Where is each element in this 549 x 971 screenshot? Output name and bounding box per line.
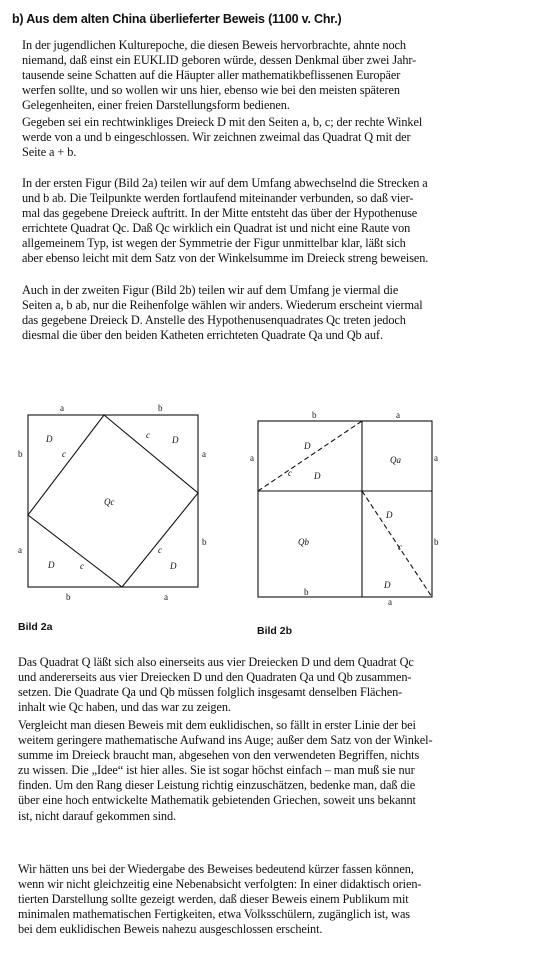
text-line: Gelegenheiten, einer freien Darstellungsform bedienen. <box>22 98 290 113</box>
side-label-a: a <box>250 453 254 463</box>
hypotenuse-label-c: c <box>146 430 150 440</box>
text-line: werfen sollte, und so wollen wir uns hier, ebenso wie bei den meisten späteren <box>22 83 400 98</box>
text-line: diesmal die über den beiden Katheten errichteten Quadrate Qa und Qb auf. <box>22 328 383 343</box>
text-line: setzen. Die Quadrate Qa und Qb müssen folglich insgesamt denselben Flächen- <box>18 685 403 700</box>
paragraph-intro <box>22 38 542 113</box>
side-label-a: a <box>434 453 438 463</box>
outer-square-q <box>258 421 432 597</box>
diagonal-dashed-right <box>362 491 432 597</box>
text-line: aber ebenso leicht mit dem Satz von der Winkelsumme im Dreieck streng beweisen. <box>22 251 429 266</box>
figure-caption-2b: Bild 2b <box>257 625 293 637</box>
hypotenuse-label-c: c <box>80 561 84 571</box>
paragraph-conclusion <box>18 655 542 715</box>
text-line: Wir hätten uns bei der Wiedergabe des Beweises bedeutend kürzer fassen können, <box>18 862 414 876</box>
side-label-b: b <box>158 403 163 413</box>
text-line: das gegebene Dreieck D. Anstelle des Hypothenusenquadrates Qc treten jedoch <box>22 313 406 328</box>
triangle-label-d: D <box>172 435 179 445</box>
hypotenuse-label-c: c <box>158 545 162 555</box>
side-label-a: a <box>388 597 392 607</box>
side-label-b: b <box>312 410 317 420</box>
text-line: summe im Dreieck braucht man, abgesehen von den verwendeten Begriffen, nichts <box>18 748 420 763</box>
text-line: tierten Darstellung sollte gezeigt werden, daß dieser Beweis einem Publikum mit <box>18 892 409 907</box>
text-line: Seite a + b. <box>22 145 77 160</box>
text-line: minimalen mathematischen Fertigkeiten, etwa Volksschülern, zugänglich ist, was <box>18 907 410 922</box>
text-line: finden. Um den Rang dieser Leistung richtig einzuschätzen, bedenke man, daß die <box>18 778 416 793</box>
side-label-a: a <box>164 592 168 602</box>
text-line: In der jugendlichen Kulturepoche, die diesen Beweis hervorbrachte, ahnte noch <box>22 38 406 52</box>
text-line: bei dem euklidischen Beweis nahezu ausgeschlossen erscheint. <box>18 922 323 937</box>
hypotenuse-label-c: c <box>398 542 402 552</box>
hypotenuse-label-c: c <box>288 468 292 478</box>
section-heading: b) Aus dem alten China überlieferter Beweis (1100 v. Chr.) <box>12 12 342 26</box>
side-label-a: a <box>396 410 400 420</box>
figure-2a <box>18 405 208 605</box>
side-label-a: a <box>60 403 64 413</box>
text-line: und andererseits aus vier Dreiecken D und den Quadraten Qa und Qb zusammen- <box>18 670 412 685</box>
diagonal-dashed-top <box>258 421 362 491</box>
triangle-label-d: D <box>48 560 55 570</box>
text-line: tausende seine Schatten auf die Häupter aller mathematikbeflissenen Europäer <box>22 68 401 83</box>
side-label-a: a <box>18 545 22 555</box>
triangle-label-d: D <box>304 441 311 451</box>
text-line: allgemeinem Typ, ist wegen der Symmetrie der Figur unmittelbar klar, läßt sich <box>22 236 406 251</box>
side-label-b: b <box>202 537 207 547</box>
text-line: errichtete Quadrat Qc. Daß Qc wirklich ein Quadrat ist und nicht eine Raute von <box>22 221 411 236</box>
text-line: wenn wir nicht gleichzeitig eine Nebenabsicht verfolgten: In einer didaktisch orien- <box>18 877 422 892</box>
figure-2b <box>250 405 450 605</box>
hypotenuse-label-c: c <box>62 449 66 459</box>
paragraph-figure-2b <box>22 283 542 343</box>
side-label-a: a <box>202 449 206 459</box>
text-line: und b ab. Die Teilpunkte werden fortlaufend miteinander verbunden, so daß vier- <box>22 191 414 206</box>
paragraph-comparison <box>18 718 542 824</box>
triangle-label-d: D <box>46 434 53 444</box>
paragraph-didactic <box>18 862 542 937</box>
square-label-qb: Qb <box>298 537 309 547</box>
figure-caption-2a: Bild 2a <box>18 621 53 633</box>
side-label-b: b <box>434 537 439 547</box>
triangle-label-d: D <box>384 580 391 590</box>
text-line: weitem geringere mathematische Aufwand ins Auge; außer dem Satz von der Winkel- <box>18 733 433 748</box>
text-line: über eine hoch entwickelte Mathematik gebietenden Griechen, soweit uns bekannt <box>18 793 416 808</box>
triangle-label-d: D <box>314 471 321 481</box>
text-line: mal das gegebene Dreieck auftritt. In der Mitte entsteht das über der Hypothenuse <box>22 206 418 221</box>
text-line: niemand, daß einst ein EUKLID geboren würde, dessen Denkmal über zwei Jahr- <box>22 53 417 68</box>
text-line: Gegeben sei ein rechtwinkliges Dreieck D mit den Seiten a, b, c; der rechte Winkel <box>22 115 423 129</box>
side-label-b: b <box>18 449 23 459</box>
text-line: In der ersten Figur (Bild 2a) teilen wir auf dem Umfang abwechselnd die Strecken a <box>22 176 428 190</box>
paragraph-figure-2a <box>22 176 542 267</box>
text-line: Vergleicht man diesen Beweis mit dem euklidischen, so fällt in erster Linie der bei <box>18 718 416 732</box>
text-line: inhalt wie Qc haben, und das war zu zeigen. <box>18 700 231 715</box>
text-line: Auch in der zweiten Figur (Bild 2b) teilen wir auf dem Umfang je viermal die <box>22 283 399 297</box>
side-label-b: b <box>66 592 71 602</box>
triangle-label-d: D <box>170 561 177 571</box>
side-label-b: b <box>304 587 309 597</box>
text-line: zu wissen. Die „Idee“ ist hier alles. Sie ist sogar höchst einfach – man muß sie nur <box>18 763 415 778</box>
square-label-qa: Qa <box>390 455 401 465</box>
triangle-label-d: D <box>386 510 393 520</box>
square-label-qc: Qc <box>104 497 115 507</box>
text-line: Das Quadrat Q läßt sich also einerseits aus vier Dreiecken D und dem Quadrat Qc <box>18 655 414 669</box>
text-line: ist, nicht darauf gekommen sind. <box>18 808 176 823</box>
text-line: Seiten a, b ab, nur die Reihenfolge wählen wir anders. Wiederum erscheint viermal <box>22 298 423 313</box>
paragraph-given <box>22 115 542 160</box>
text-line: werde von a und b eingeschlossen. Wir zeichnen zweimal das Quadrat Q mit der <box>22 130 411 145</box>
